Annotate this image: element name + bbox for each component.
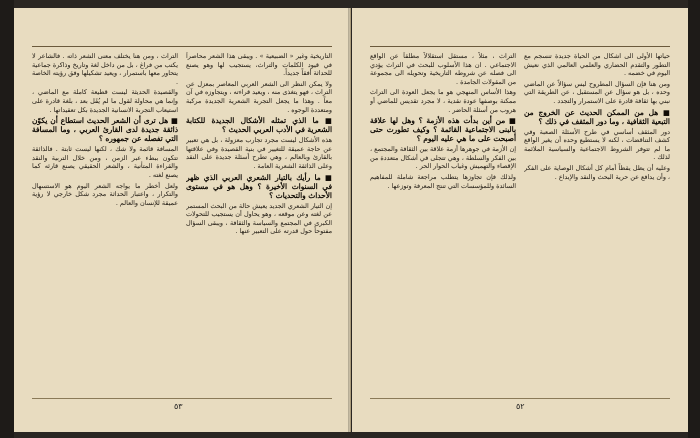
paragraph: ولذلك فإن تجاوزها يتطلب مراجعة شاملة للمفاهيم السائدة وللمؤسسات التي تنتج المعرفة وتوزعها .	[370, 172, 516, 190]
bottom-rule	[32, 398, 332, 399]
paragraph: ولعل أخطر ما يواجه الشعر اليوم هو الاستسهال والتكرار ، واعتبار الحداثة مجرد شكل خارجي لا رؤية عميقة للإنسان والعالم .	[32, 181, 178, 207]
paragraph: حياتها الأولى الى اشكال من الحياة جديدة تنسجم مع التطور والتقدم الحضاري والعلمي العالمي الذي نعيش اليوم في خضمه .	[524, 52, 670, 78]
page-number: ٥٣	[174, 402, 183, 411]
question-heading: ■ من أين بدأت هذه الأزمة ؟ وهل لها علاقة بالبنى الاجتماعية القائمة ؟ وكيف تطورت حتى أصبحت على ما هي عليه اليوم ؟	[370, 116, 516, 144]
question-heading: ■ هل من الممكن الحديث عن الخروج من التبعية الثقافية ، وما دور المثقف في ذلك ؟	[524, 107, 670, 126]
right-page	[352, 8, 688, 432]
paragraph: وهذا الأساس المنهجي هو ما يجعل العودة الى التراث ممكنة بوصفها عودة نقدية ، لا مجرد تقديس للماضي أو هروب من أسئلة الحاضر .	[370, 88, 516, 114]
paragraph: التراث ، مثلاً ، مستقل استقلالاً مطلقاً عن الواقع الاجتماعي . ان هذا الأسلوب للبحث في التراث يؤدي الى فصله عن شروطه التاريخية وتحويله الى مجموعة من المقولات الجامدة .	[370, 52, 516, 86]
scan-background-left	[0, 0, 14, 438]
scan-background-right	[688, 0, 700, 438]
paragraph: المسافة قائمة ولا شك ، لكنها ليست ثابتة . فالذائقة تتكون ببطء عبر الزمن ، ومن خلال التربية والنقد والقراءة المتأنية ، والشعر الحقيقي يصنع قارئه كما يصنع لغته .	[32, 145, 178, 179]
top-rule	[32, 46, 332, 47]
paragraph: هذه الأشكال ليست مجرد تجارب معزولة ، بل هي تعبير عن حاجة عميقة للتغيير في بنية القصيدة وفي علاقتها بالقارئ وبالعالم ، وهي تطرح أسئلة جديدة على النقد وعلى الذائقة الشعرية العامة .	[186, 136, 332, 170]
paragraph: دور المثقف أساسي في طرح الأسئلة الصعبة وفي كشف التناقضات ، لكنه لا يستطيع وحده أن يغير الواقع ما لم تتوفر الشروط الاجتماعية والسياسية الملائمة لذلك .	[524, 127, 670, 162]
bottom-rule	[370, 398, 670, 399]
paragraph: ولا يمكن النظر الى الشعر العربي المعاصر بمعزل عن التراث ، فهو يتغذى منه ، ويعيد قراءته ، ويتجاوزه في آن معاً . وهذا ما يجعل التجربة الشعرية الجديدة مركبة ومتعددة الوجوه .	[186, 79, 332, 114]
question-heading: ■ هل ترى أن الشعر الحديث استطاع أن يكوّن ذائقة جديدة لدى القارئ العربي ، وما المسافة التي تفصله عن جمهوره ؟	[32, 116, 178, 144]
paragraph: إن التيار الشعري الجديد يعيش حالة من البحث المستمر عن لغته وعن موقعه ، وهو يحاول أن يستجيب للتحولات الكبرى في المجتمع والسياسة والثقافة ، ويبقى السؤال مفتوحاً حول قدرته على التعبير عنها .	[186, 201, 332, 236]
page-number: ٥٢	[516, 402, 525, 411]
left-page-column-left	[32, 52, 178, 392]
right-page-column-left	[370, 52, 516, 392]
paragraph: والقصيدة الحديثة ليست قطيعة كاملة مع الماضي ، وإنما هي محاولة لقول ما لم يُقَل بعد ، بلغة قادرة على استيعاب التجربة الانسانية الجديدة بكل تعقيداتها .	[32, 88, 178, 114]
paragraph: التاريخية وغير « الضبيعية » . ويبقى هذا الشعر محاصراً في قيود الكلمات والتراث، يستجيب لها وهو يصنع للحداثة أفقاً جديداً.	[186, 52, 332, 78]
paragraph: وعليه أن يظل يقظاً أمام كل أشكال الوصاية على الفكر ، وأن يدافع عن حرية البحث والنقد والإبداع .	[524, 163, 670, 181]
right-page-column-right	[524, 52, 670, 392]
paragraph: التراث ، ومن هنا يختلف معنى الشعر ذاته . فالشاعر لا يكتب من فراغ ، بل من داخل لغة وتاريخ وذاكرة جماعية يتحاور معها باستمرار ، ويعيد تشكيلها وفق رؤيته الخاصة .	[32, 52, 178, 86]
paragraph: إن الأزمة في جوهرها أزمة علاقة بين الثقافة والمجتمع ، بين الفكر والسلطة ، وهي تتجلى في أشكال متعددة من الإقصاء والتهميش وغياب الحوار الحر .	[370, 145, 516, 171]
top-rule	[370, 46, 670, 47]
left-page	[14, 8, 351, 432]
paragraph: ومن هنا فإن السؤال المطروح ليس سؤالاً عن الماضي وحده ، بل هو سؤال عن المستقبل ، عن الطريقة التي نبني بها ثقافة قادرة على الاستمرار والتجدد .	[524, 79, 670, 105]
question-heading: ■ ما الذي تمثله الأشكال الجديدة للكتابة الشعرية في الأدب العربي الحديث ؟	[186, 116, 332, 135]
left-page-column-right	[186, 52, 332, 392]
question-heading: ■ ما رأيك بالتيار الشعري العربي الذي ظهر في السنوات الأخيرة ؟ وهل هو في مستوى الأحداث والتحديات ؟	[186, 172, 332, 200]
